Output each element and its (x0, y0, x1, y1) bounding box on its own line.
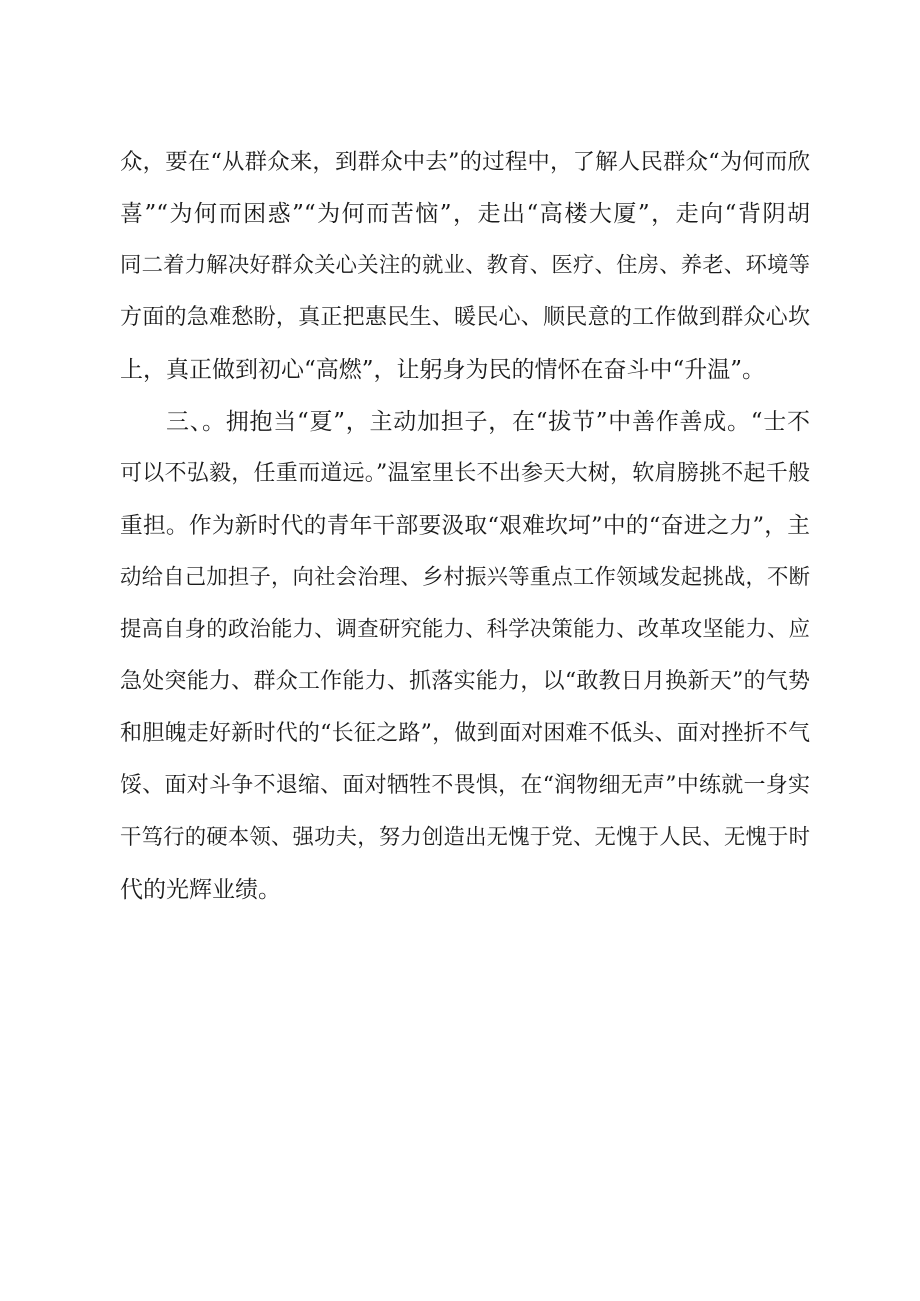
paragraph-line: 提高自身的政治能力、调查研究能力、科学决策能力、改革攻坚能力、应 (120, 617, 810, 642)
paragraph-line: 动给自己加担子，向社会治理、乡村振兴等重点工作领域发起挑战，不断 (120, 565, 810, 590)
paragraph-line: 可以不弘毅，任重而道远。”温室里长不出参天大树，软肩膀挑不起千般 (120, 461, 810, 486)
paragraph-line: 急处突能力、群众工作能力、抓落实能力，以“敢教日月换新天”的气势 (120, 669, 810, 694)
paragraph-line: 干笃行的硬本领、强功夫，努力创造出无愧于党、无愧于人民、无愧于时 (120, 825, 810, 850)
paragraph-line: 代的光辉业绩。 (120, 877, 281, 903)
section-heading-line: 三、。拥抱当“夏”，主动加担子，在“拔节”中善作善成。“士不 (166, 409, 810, 435)
paragraph-line: 重担。作为新时代的青年干部要汲取“艰难坎坷”中的“奋进之力”，主 (120, 513, 810, 539)
paragraph-line: 同二着力解决好群众关心关注的就业、教育、医疗、住房、养老、环境等 (120, 253, 810, 278)
paragraph-line: 馁、面对斗争不退缩、面对牺牲不畏惧，在“润物细无声”中练就一身实 (120, 773, 810, 798)
paragraph-line: 方面的急难愁盼，真正把惠民生、暖民心、顺民意的工作做到群众心坎 (120, 305, 810, 330)
paragraph-line: 上，真正做到初心“高燃”，让躬身为民的情怀在奋斗中“升温”。 (120, 357, 766, 383)
paragraph-line: 和胆魄走好新时代的“长征之路”，做到面对困难不低头、面对挫折不气 (120, 721, 810, 746)
paragraph-line: 众，要在“从群众来，到群众中去”的过程中，了解人民群众“为何而欣 (120, 149, 810, 175)
paragraph-line: 喜”“为何而困惑”“为何而苦恼”，走出“高楼大厦”，走向“背阴胡 (120, 201, 810, 227)
